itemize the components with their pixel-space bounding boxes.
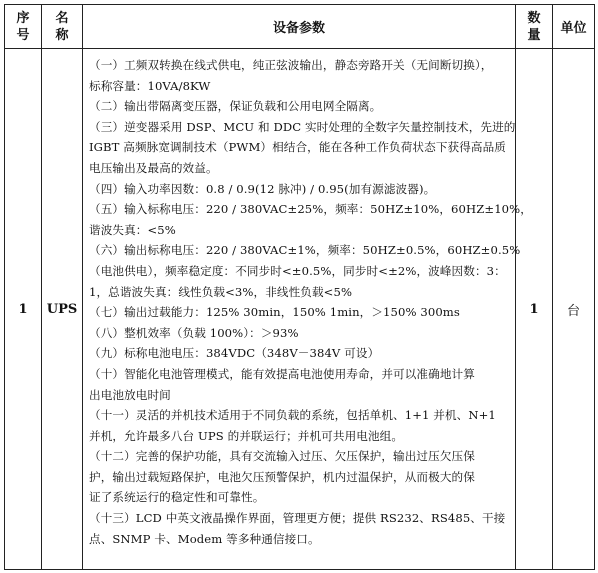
param-line: 电压输出及最高的效益。 xyxy=(89,160,218,175)
param-line: IGBT 高频脉宽调制技术（PWM）相结合，能在各种工作负荷状态下获得高品质 xyxy=(89,140,506,155)
param-line: （四）输入功率因数：0.8 / 0.9(12 脉冲) / 0.95(加有源滤波器)。 xyxy=(89,181,436,196)
row-name: UPS xyxy=(42,49,83,570)
header-params: 设备参数 xyxy=(83,5,516,49)
header-name: 名称 xyxy=(42,5,83,49)
table-row xyxy=(5,49,595,570)
param-line: （十一）灵活的并机技术适用于不同负载的系统，包括单机、1+1 并机、N+1 xyxy=(89,408,496,423)
param-lines xyxy=(89,55,532,549)
param-line: 出电池放电时间 xyxy=(89,387,171,402)
param-line: （九）标称电池电压：384VDC（348V－384V 可设） xyxy=(89,346,380,361)
header-qty: 数量 xyxy=(516,5,553,49)
param-line: （十二）完善的保护功能，具有交流输入过压、欠压保护，输出过压欠压保 xyxy=(89,449,475,464)
header-unit: 单位 xyxy=(553,5,595,49)
row-seq: 1 xyxy=(5,49,42,570)
param-line: （三）逆变器采用 DSP、MCU 和 DDC 实时处理的全数字矢量控制技术，先进的 xyxy=(89,119,516,134)
param-line: （八）整机效率（负载 100%）：＞93% xyxy=(89,325,299,340)
param-line: （五）输入标称电压：220 / 380VAC±25%，频率：50HZ±10%，60HZ±10%， xyxy=(89,202,532,217)
param-line: 点、SNMP 卡、Modem 等多种通信接口。 xyxy=(89,531,320,546)
header-seq: 序号 xyxy=(5,5,42,49)
param-line: 标称容量：10VA/8KW xyxy=(89,78,211,93)
equipment-spec-table xyxy=(4,4,595,570)
param-line: 证了系统运行的稳定性和可靠性。 xyxy=(89,490,265,505)
row-qty: 1 xyxy=(516,49,553,570)
param-line: （十）智能化电池管理模式，能有效提高电池使用寿命，并可以准确地计算 xyxy=(89,366,475,381)
row-params xyxy=(83,49,532,570)
param-line: （二）输出带隔离变压器，保证负载和公用电网全隔离。 xyxy=(89,99,382,114)
param-line: 护，输出过载短路保护，电池欠压预警保护，机内过温保护，从而极大的保 xyxy=(89,469,475,484)
param-line: （十三）LCD 中英文液晶操作界面，管理更方便；提供 RS232、RS485、干接 xyxy=(89,511,506,526)
header-row xyxy=(5,5,595,49)
param-line: （一）工频双转换在线式供电，纯正弦波输出，静态旁路开关（无间断切换）， xyxy=(89,58,493,72)
param-line: 谐波失真：<5% xyxy=(89,222,176,237)
param-line: （六）输出标称电压：220 / 380VAC±1%，频率：50HZ±0.5%，60HZ±0.5% xyxy=(89,243,521,258)
row-unit: 台 xyxy=(553,49,595,570)
param-line: 并机，允许最多八台 UPS 的并联运行；并机可共用电池组。 xyxy=(89,428,404,443)
param-line: （电池供电），频率稳定度：不同步时<±0.5%，同步时<±2%，波峰因数：3： xyxy=(89,263,506,278)
param-line: 1，总谐波失真：线性负载<3%，非线性负载<5% xyxy=(89,284,353,299)
param-line: （七）输出过载能力：125% 30min，150% 1min，＞150% 300ms xyxy=(89,305,460,320)
